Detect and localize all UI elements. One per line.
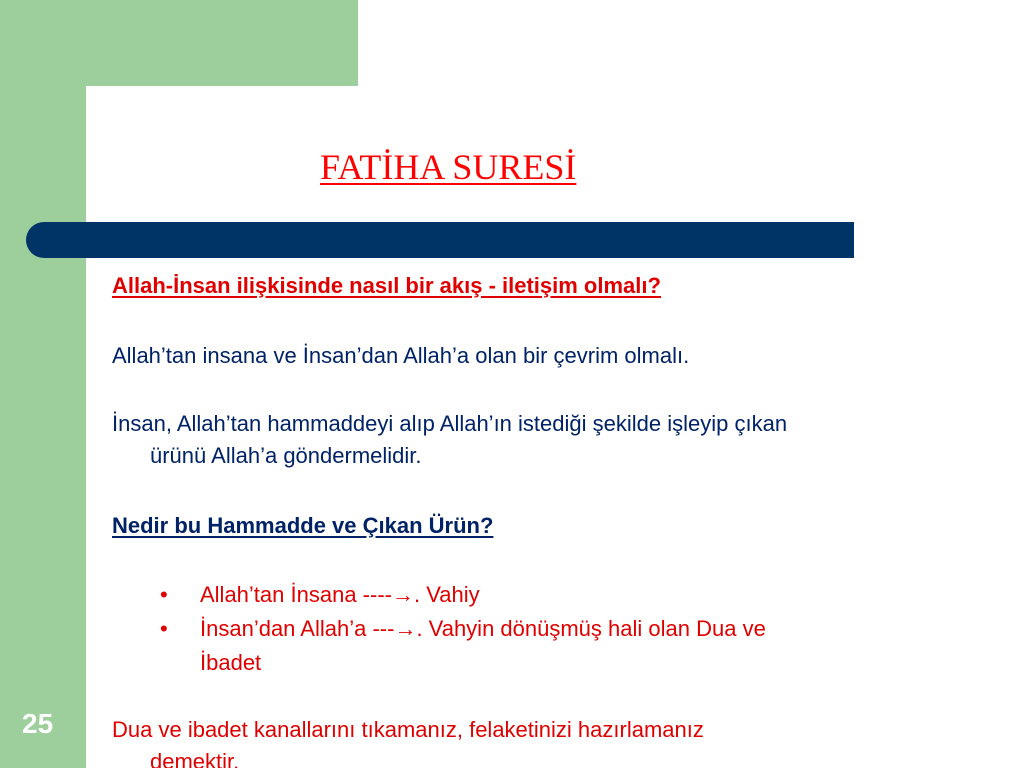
paragraph-raw-material-line1: İnsan, Allah’tan hammaddeyi alıp Allah’ın istediği şekilde işleyip çıkan — [112, 411, 788, 436]
paragraph-warning-line1: Dua ve ibadet kanallarını tıkamanız, felaketinizi hazırlamanız — [112, 717, 704, 742]
paragraph-warning-line2: demektir. — [150, 749, 240, 768]
bullet-marker: • — [160, 616, 168, 641]
title-divider-bar — [26, 222, 854, 258]
bullet-list — [160, 578, 766, 680]
list-item — [160, 612, 766, 680]
heading-question-1: Allah-İnsan ilişkisinde nasıl bir akış - iletişim olmalı? — [112, 273, 661, 298]
paragraph-cycle: Allah’tan insana ve İnsan’dan Allah’a olan bir çevrim olmalı. — [112, 343, 690, 368]
list-item — [160, 578, 766, 612]
heading-question-2: Nedir bu Hammadde ve Çıkan Ürün? — [112, 513, 494, 538]
list-item-text: İnsan’dan Allah’a ---→. Vahyin dönüşmüş hali olan Dua ve — [200, 616, 766, 641]
paragraph-raw-material — [112, 408, 787, 472]
green-sidebar — [0, 0, 86, 768]
page-number: 25 — [22, 708, 54, 739]
slide-title: FATİHA SURESİ — [320, 147, 577, 187]
green-top-block — [0, 0, 358, 86]
bullet-marker: • — [160, 582, 168, 607]
list-item-text: Allah’tan İnsana ----→. Vahiy — [200, 582, 480, 607]
paragraph-raw-material-line2: ürünü Allah’a göndermelidir. — [150, 443, 422, 468]
paragraph-warning — [112, 714, 704, 768]
list-item-continuation: İbadet — [200, 650, 262, 675]
